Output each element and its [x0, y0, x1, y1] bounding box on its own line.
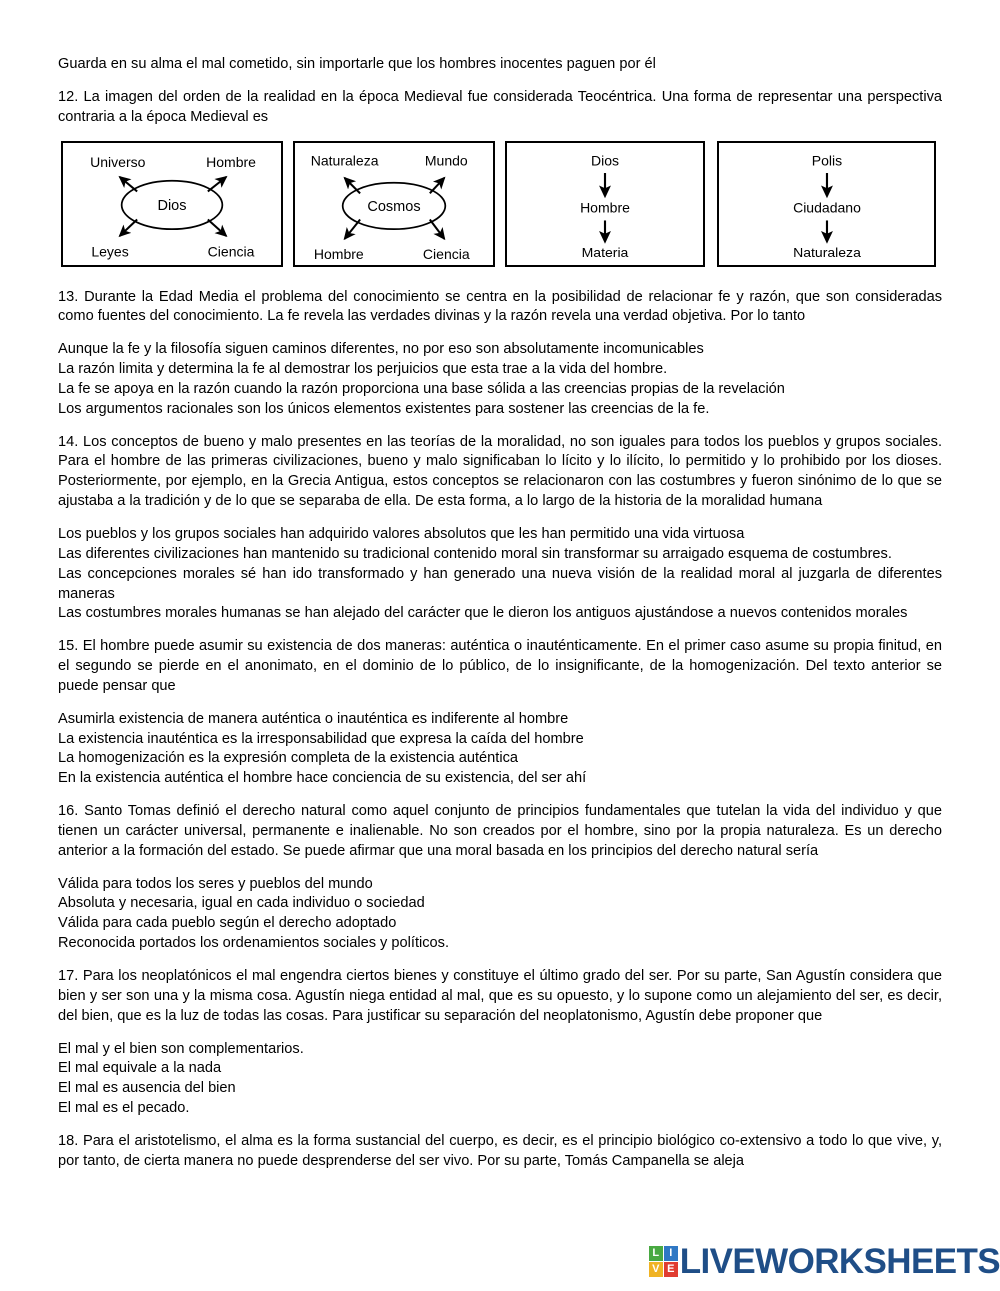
question-16-options [58, 875, 942, 954]
diagram-option-c[interactable] [505, 141, 705, 267]
diagram-b-center-label: Cosmos [367, 198, 421, 215]
logo-tile-i: I [664, 1246, 678, 1261]
option-15-2[interactable]: La existencia inauténtica es la irresponsabilidad que expresa la caída del hombre [58, 730, 584, 747]
option-13-1[interactable]: Aunque la fe y la filosofía siguen caminos diferentes, no por eso son absolutamente incomunicables [58, 341, 704, 358]
document-content [58, 55, 942, 1185]
option-14-3[interactable]: Las concepciones morales sé han ido transformado y han generado una nueva visión de la realidad moral al juzgarla de diferentes maneras [58, 565, 942, 602]
diagram-d-level-2-label: Ciudadano [793, 199, 861, 216]
option-14-2[interactable]: Las diferentes civilizaciones han mantenido su tradicional contenido moral sin transformar su arraigado esquema de costumbres. [58, 545, 892, 562]
option-13-2[interactable]: La razón limita y determina la fe al demostrar los perjuicios que esta trae a la vida del hombre. [58, 361, 668, 378]
logo-wordmark: LIVEWORKSHEETS [679, 1241, 1000, 1281]
question-12-stem: 12. La imagen del orden de la realidad en la época Medieval fue considerada Teocéntrica. Una forma de representar una perspectiva contraria a la época Medieval es [58, 88, 942, 125]
diagram-b-bottom-left-label: Hombre [313, 245, 364, 262]
option-17-3[interactable]: El mal es ausencia del bien [58, 1080, 236, 1097]
diagram-c-level-1-label: Dios [590, 151, 620, 168]
option-13-4[interactable]: Los argumentos racionales son los únicos elementos existentes para sostener las creencias de la fe. [58, 400, 710, 417]
liveworksheets-logo [649, 1240, 1000, 1282]
option-15-3[interactable]: La homogenización es la expresión completa de la existencia auténtica [58, 750, 518, 767]
question-16-stem: 16. Santo Tomas definió el derecho natural como aquel conjunto de principios fundamentales que tutelan la vida del individuo y que tienen un carácter universal, permanente e inalienable. No son creados por el hombre, sino por la propia naturaleza. Es un derecho anterior a la formación del estado. Se puede afirmar que una moral basada en los principios del derecho natural sería [58, 803, 942, 859]
question-13-stem: 13. Durante la Edad Media el problema del conocimiento se centra en la posibilidad de relacionar fe y razón, que son consideradas como fuentes del conocimiento. La fe revela las verdades divinas y la razón revela una verdad objetiva. Por lo tanto [58, 288, 942, 325]
diagram-option-d[interactable] [717, 141, 936, 267]
option-14-4[interactable]: Las costumbres morales humanas se han alejado del carácter que le dieron los antiguos ajustándose a nuevos contenidos morales [58, 605, 908, 622]
option-17-1[interactable]: El mal y el bien son complementarios. [58, 1040, 304, 1057]
page-footer [0, 1232, 1000, 1291]
diagram-a-center-label: Dios [157, 197, 187, 214]
option-14-1[interactable]: Los pueblos y los grupos sociales han adquirido valores absolutos que les han permitido una vida virtuosa [58, 525, 745, 542]
option-13-3[interactable]: La fe se apoya en la razón cuando la razón proporciona una base sólida a las creencias propias de la revelación [58, 380, 785, 397]
option-16-2[interactable]: Absoluta y necesaria, igual en cada individuo o sociedad [58, 895, 425, 912]
diagram-a-top-right-label: Hombre [206, 153, 256, 170]
diagram-a-bottom-left-label: Leyes [91, 242, 129, 259]
question-14-stem: 14. Los conceptos de bueno y malo presentes en las teorías de la moralidad, no son iguales para todos los pueblos y grupos sociales. Para el hombre de las primeras civilizaciones, bueno y malo significaban lo lícito y lo ilícito, lo permitido y lo prohibido por los dioses. Posteriormente, por ejemplo, en la Grecia Antigua, estos conceptos se relacionaron con las costumbres y fueron sinónimo de lo que se ajustaba a la tradición y de lo que se separaba de ella. De esta forma, a lo largo de la historia de la moralidad humana [58, 433, 942, 510]
logo-tile-e: E [664, 1262, 678, 1277]
diagram-option-a[interactable] [61, 141, 283, 267]
diagram-a-bottom-right-label: Ciencia [207, 242, 255, 259]
option-15-1[interactable]: Asumirla existencia de manera auténtica o inauténtica es indiferente al hombre [58, 710, 569, 727]
diagram-d-level-1-label: Polis [811, 151, 843, 168]
option-16-3[interactable]: Válida para cada pueblo según el derecho adoptado [58, 915, 397, 932]
question-13-options [58, 340, 942, 419]
question-15-stem: 15. El hombre puede asumir su existencia de dos maneras: auténtica o inauténticamente. En el primer caso asume su propia finitud, en el segundo se pierde en el anonimato, en el dominio de lo público, de lo insignificante, de la homogenización. Del texto anterior se puede pensar que [58, 638, 942, 694]
diagram-option-b[interactable] [293, 141, 495, 267]
diagram-b-top-left-label: Naturaleza [310, 151, 379, 168]
diagram-d-level-3-label: Naturaleza [793, 243, 861, 260]
diagram-b-top-right-label: Mundo [424, 151, 468, 168]
logo-tiles [649, 1246, 678, 1277]
diagram-b-bottom-right-label: Ciencia [422, 245, 470, 262]
question-17-options [58, 1040, 942, 1119]
question-18-stem: 18. Para el aristotelismo, el alma es la forma sustancial del cuerpo, es decir, es el principio biológico co-extensivo a todo lo que vive, y, por tanto, de cierta manera no puede desprenderse del ser vivo. Por su parte, Tomás Campanella se aleja [58, 1132, 942, 1169]
option-16-4[interactable]: Reconocida portados los ordenamientos sociales y políticos. [58, 935, 450, 952]
option-15-4[interactable]: En la existencia auténtica el hombre hace conciencia de su existencia, del ser ahí [58, 770, 587, 787]
diagram-options-row [58, 141, 942, 271]
intro-line: Guarda en su alma el mal cometido, sin importarle que los hombres inocentes paguen por él [58, 56, 656, 72]
question-15-options [58, 710, 942, 789]
option-17-2[interactable]: El mal equivale a la nada [58, 1060, 222, 1077]
logo-tile-v: V [649, 1262, 663, 1277]
diagram-c-level-3-label: Materia [581, 243, 629, 260]
question-14-options [58, 525, 942, 624]
option-16-1[interactable]: Válida para todos los seres y pueblos del mundo [58, 875, 373, 892]
logo-tile-l: L [649, 1246, 663, 1261]
diagram-a-top-left-label: Universo [90, 153, 146, 170]
question-17-stem: 17. Para los neoplatónicos el mal engendra ciertos bienes y constituye el último grado del ser. Por su parte, San Agustín considera que bien y ser son una y la misma cosa. Agustín niega entidad al mal, que es su opuesto, y lo supone como un alejamiento del ser, es decir, del bien, que es la luz de todas las cosas. Para justificar su separación del neoplatonismo, Agustín debe proponer que [58, 968, 942, 1024]
diagram-c-level-2-label: Hombre [580, 199, 630, 216]
option-17-4[interactable]: El mal es el pecado. [58, 1100, 190, 1117]
